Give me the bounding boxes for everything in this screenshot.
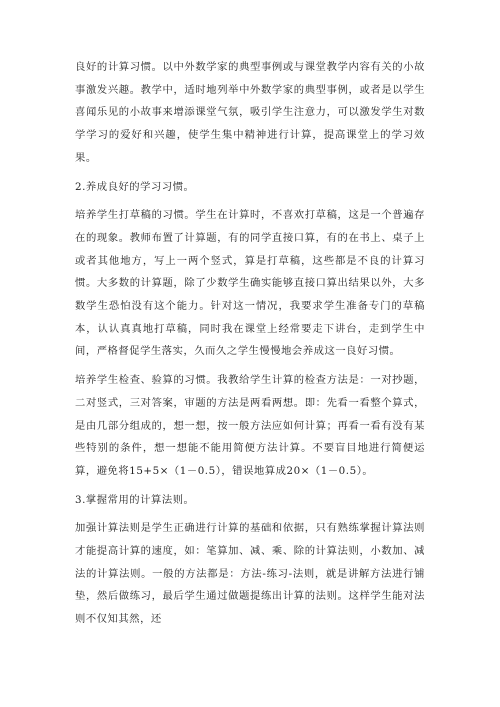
paragraph-draft-habit: 培养学生打草稿的习惯。学生在计算时，不喜欢打草稿，这是一个普遍存在的现象。教师布置了计算题，有的同学直接口算，有的在书上、桌子上或者其他地方，写上一两个竖式，算是打草稿，这些都是不良的计算习惯。大多数的计算题，除了少数学生确实能够直接口算出结果以外，大多数学生恐怕没有这个能力。针对这一情况，我要求学生准备专门的草稿本，认认真真地打草稿，同时我在课堂上经常要走下讲台，走到学生中间，严格督促学生落实，久而久之学生慢慢地会养成这一良好习惯。 — [75, 209, 425, 358]
document-page — [75, 56, 425, 631]
section-heading-2: 2.养成良好的学习习惯。 — [75, 180, 195, 193]
paragraph-intro: 良好的计算习惯。以中外数学家的典型事例或与课堂教学内容有关的小故事激发兴趣。教学中，适时地列举中外数学家的典型事例，或者是以学生喜闻乐见的小故事来增添课堂气氛，吸引学生注意力，可以激发学生对数学学习的爱好和兴趣，使学生集中精神进行计算，提高课堂上的学习效果。 — [75, 61, 425, 164]
paragraph-rules: 加强计算法则是学生正确进行计算的基础和依据，只有熟练掌握计算法则才能提高计算的速度，如：笔算加、减、乘、除的计算法则，小数加、减法的计算法则。一般的方法都是：方法-练习-法则，就是讲解方法进行铺垫，然后做练习，最后学生通过做题提练出计算的法则。这样学生能对法则不仅知其然，还 — [75, 522, 425, 626]
paragraph-check-habit: 培养学生检查、验算的习惯。我教给学生计算的检查方法是：一对抄题，二对竖式，三对答案，审题的方法是两看两想。即：先看一看整个算式，是由几部分组成的，想一想，按一般方法应如何计算；再看一看有没有某些特别的条件，想一想能不能用简便方法计算。不要盲目地进行简便运算，避免将15+5×（1－0.5），错误地算成20×（1－0.5）。 — [75, 374, 425, 477]
section-heading-3: 3.掌握常用的计算法则。 — [75, 493, 195, 506]
